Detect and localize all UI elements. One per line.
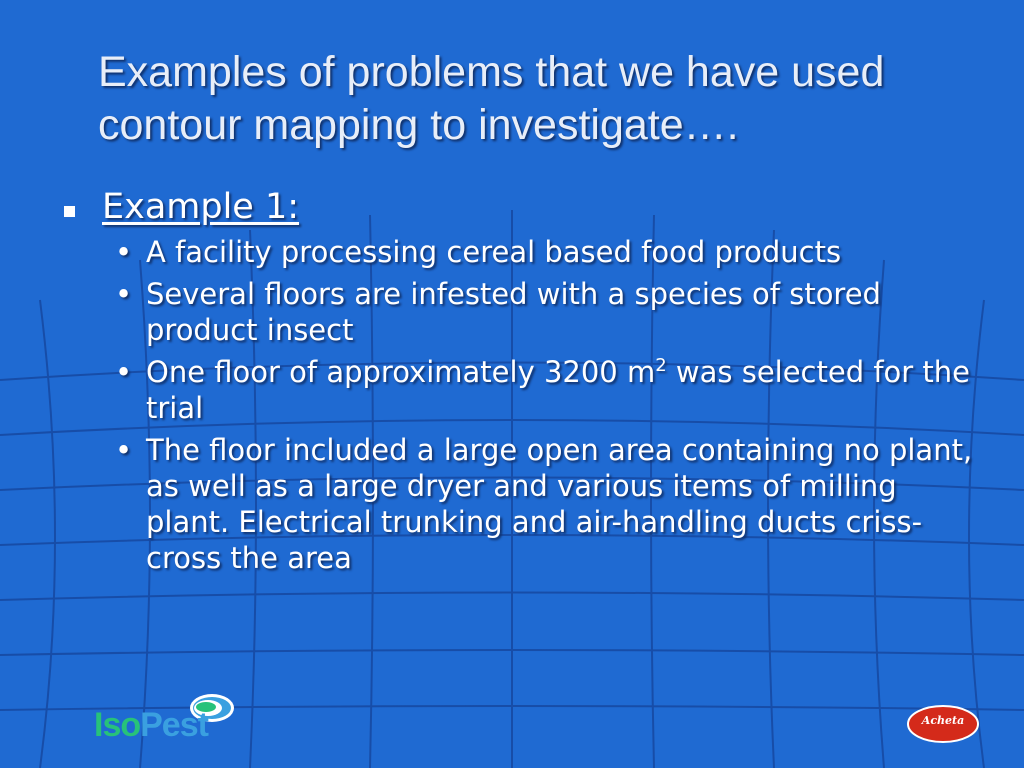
isopest-wordmark [94, 706, 208, 745]
bullet-dot-icon: • [115, 433, 133, 467]
bullet-list [60, 234, 980, 576]
bullet-dot-icon: • [115, 277, 133, 311]
bullet-text: Several floors are infested with a species of stored product insect [146, 277, 881, 347]
example-heading: Example 1: [102, 187, 300, 227]
acheta-wordmark: Acheta [921, 714, 965, 727]
slide-content [60, 184, 980, 582]
slide-title: Examples of problems that we have used contour mapping to investigate…. [98, 48, 885, 149]
superscript: 2 [655, 355, 667, 376]
list-item [60, 276, 980, 348]
isopest-part2: Pest [140, 706, 208, 744]
acheta-logo [906, 703, 980, 745]
level1-bullet [60, 184, 980, 234]
bullet-dot-icon: • [115, 355, 133, 389]
list-item [60, 354, 980, 426]
square-bullet-icon [64, 206, 75, 217]
list-item [60, 234, 980, 270]
bullet-text: A facility processing cereal based food products [146, 235, 842, 269]
bullet-text-post: was selected for the trial [146, 355, 971, 425]
bullet-text: The floor included a large open area containing no plant, as well as a large dryer and various items of milling plant. Electrical trunking and air-handling ducts criss-cross the area [146, 433, 973, 575]
isopest-logo [94, 688, 244, 752]
bullet-dot-icon: • [115, 235, 133, 269]
bullet-text-pre: One floor of approximately 3200 m [146, 355, 656, 389]
list-item [60, 432, 980, 576]
isopest-part1: Iso [94, 706, 141, 744]
